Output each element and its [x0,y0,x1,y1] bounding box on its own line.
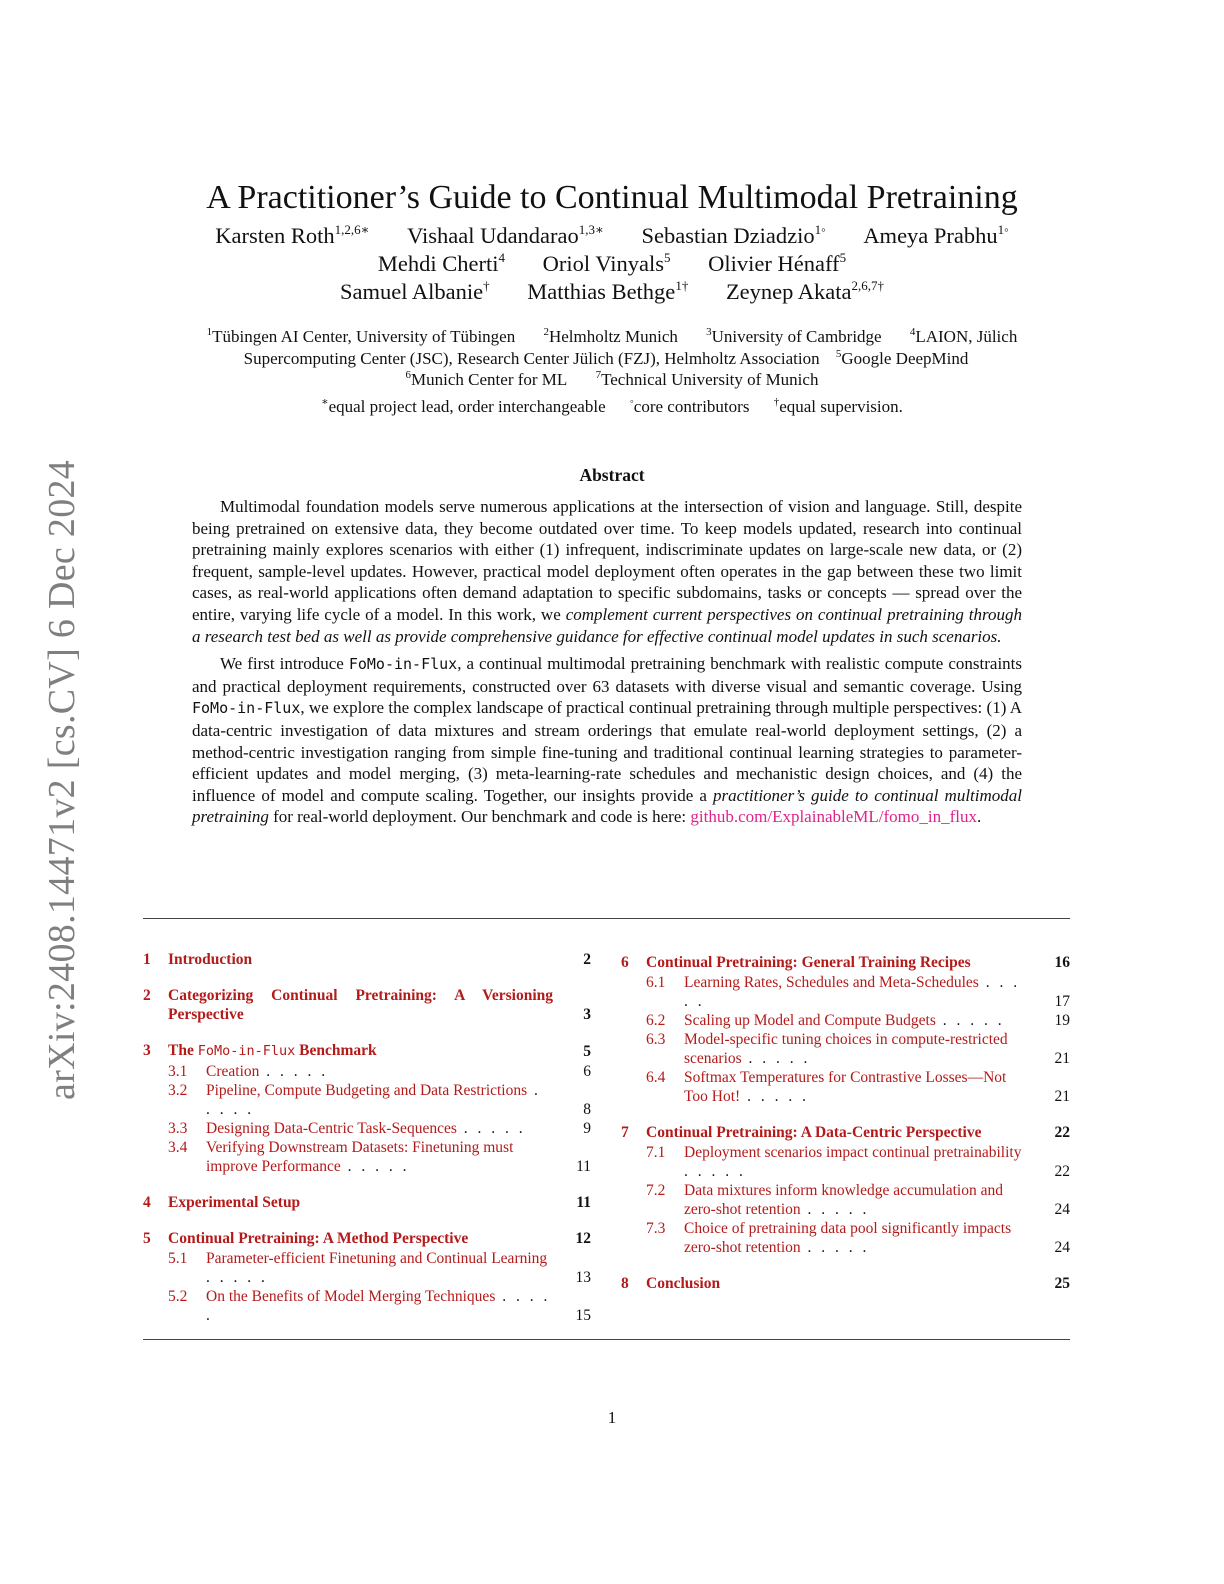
toc-title: Parameter-efficient Finetuning and Continual Learning . . . . . [206,1250,548,1286]
toc-number: 7 [621,1124,629,1141]
toc-page: 11 [576,1194,591,1211]
toc-page: 16 [1054,954,1070,971]
toc-title: Deployment scenarios impact continual pretrainability . . . . . [684,1144,1022,1180]
paper-title: A Practitioner’s Guide to Continual Multimodal Pretraining [206,178,1018,216]
toc-title: Experimental Setup [168,1194,301,1211]
author-notes [0,397,1224,417]
toc-title: Model-specific tuning choices in compute-restricted scenarios . . . . . [684,1031,1008,1067]
toc-subsection[interactable] [621,1068,1070,1106]
note: ◦core contributors [629,396,750,416]
leader-dots: . . . . . [340,1158,410,1175]
author: Ameya Prabhu$^{1◦}$ [863,222,1009,248]
toc-number: 7.2 [646,1182,666,1199]
toc-section[interactable] [621,1123,1070,1142]
leader-dots: . . . . . [741,1050,811,1067]
toc-title: Conclusion [646,1275,721,1292]
toc-page: 15 [575,1307,591,1324]
leader-dots: . . . . . [206,1288,551,1324]
toc-section[interactable] [143,1041,591,1061]
toc-number: 6 [621,954,629,971]
toc-subsection[interactable] [621,1030,1070,1068]
abstract-paragraph-1: Multimodal foundation models serve numerous applications at the intersection of vision and language. Still, despite being pretrained on extensive data, they become outdated over time. To keep models updated, research into continual pretraining mainly explores scenarios with either (1) infrequent, indiscriminate updates on large-scale new data, or (2) frequent, sample-level updates. However, practical model deployment often operates in the gap between these two limit cases, as real-world applications often demand adaptation to specific subdomains, tasks or concepts — spread over the entire, varying life cycle of a model. In this work, we complement current perspectives on continual pretraining through a research test bed as well as provide comprehensive guidance for effective continual model updates in such scenarios. [192,497,1023,646]
toc-page: 2 [583,951,591,968]
author: Sebastian Dziadzio$^{1◦}$ [641,222,826,248]
toc-section[interactable] [143,1193,591,1212]
toc-subsection[interactable] [143,1119,591,1138]
toc-number: 3.1 [168,1063,188,1080]
toc-subsection[interactable] [621,1143,1070,1181]
toc-number: 7.1 [646,1144,666,1161]
toc-subsection[interactable] [143,1081,591,1119]
leader-dots: . . . . . [684,974,1021,1010]
leader-dots: . . . . . [740,1088,809,1105]
toc-subsection[interactable] [143,1062,591,1081]
affiliation: $^1$Tübingen AI Center, University of Tübingen [206,326,516,346]
toc-section[interactable] [621,953,1070,972]
toc-title: Designing Data-Centric Task-Sequences . . . . . [206,1120,526,1137]
arxiv-identifier: arXiv:2408.14471v2 [cs.CV] 6 Dec 2024 [41,459,83,1100]
toc-subsection[interactable] [621,1219,1070,1257]
leader-dots: . . . . . [206,1082,541,1118]
toc-page: 5 [583,1043,591,1060]
toc-page: 24 [1054,1239,1070,1256]
affiliation: $^4$LAION, Jülich [909,326,1018,346]
toc-bottom-rule [143,1339,1070,1340]
toc-number: 8 [621,1275,629,1292]
toc-number: 7.3 [646,1220,666,1237]
author: Mehdi Cherti$^4$ [377,250,506,276]
toc-title: Softmax Temperatures for Contrastive Losses—Not Too Hot! . . . . . [684,1069,1007,1105]
toc-page: 11 [576,1158,591,1175]
affiliation: $^5$Google DeepMind [835,347,969,368]
toc-page: 22 [1054,1124,1070,1141]
affiliation-continued: Supercomputing Center (JSC), Research Center Jülich (FZJ), Helmholtz Association [243,348,820,368]
toc-subsection[interactable] [143,1287,591,1325]
leader-dots: . . . . . [800,1201,870,1218]
toc-number: 5.2 [168,1288,188,1305]
leader-dots: . . . . . [935,1012,1005,1029]
toc-title: Choice of pretraining data pool significantly impacts zero-shot retention . . . . . [684,1220,1012,1256]
page-number: 1 [607,1408,617,1427]
affiliation: $^7$Technical University of Munich [595,369,819,389]
toc-subsection[interactable] [621,1181,1070,1219]
author: Oriol Vinyals$^5$ [542,250,671,276]
toc-number: 6.4 [646,1069,666,1086]
toc-number: 2 [143,987,151,1004]
toc-title: Continual Pretraining: A Method Perspective [168,1230,469,1247]
toc-title: Continual Pretraining: A Data-Centric Perspective [646,1124,982,1141]
author: Matthias Bethge$^{1\dagger}$ [527,278,689,304]
toc-number: 3.3 [168,1120,188,1137]
toc-page: 12 [575,1230,591,1247]
toc-title: Learning Rates, Schedules and Meta-Schedules . . . . . [684,974,1021,1010]
leader-dots: . . . . . [456,1120,526,1137]
author: Vishaal Udandarao$^{1,3∗}$ [407,222,604,248]
affiliation: $^3$University of Cambridge [706,326,882,346]
abstract-body [192,496,1022,834]
toc-page: 3 [583,1006,591,1023]
toc-title: Pipeline, Compute Budgeting and Data Restrictions . . . . . [206,1082,541,1118]
author: Karsten Roth$^{1,2,6∗}$ [215,222,370,248]
leader-dots: . . . . . [684,1163,746,1180]
toc-number: 6.2 [646,1012,666,1029]
toc-title: Introduction [168,951,253,968]
toc-page: 6 [583,1063,591,1080]
toc-number: 3.2 [168,1082,188,1099]
toc-subsection[interactable] [621,1011,1070,1030]
abstract-heading: Abstract [579,465,645,485]
toc-page: 24 [1054,1201,1070,1218]
note: ∗equal project lead, order interchangeable [321,396,606,416]
toc-page: 25 [1054,1275,1070,1292]
toc-number: 6.3 [646,1031,666,1048]
toc-page: 9 [583,1120,591,1137]
toc-title: The FoMo-in-Flux Benchmark [168,1042,377,1059]
toc-page: 22 [1054,1163,1070,1180]
toc-title: Categorizing Continual Pretraining: A Versioning Perspective [168,987,553,1023]
leader-dots: . . . . . [800,1239,870,1256]
affiliation: $^6$Munich Center for ML [405,369,568,389]
author: Samuel Albanie† [339,278,490,304]
toc-number: 4 [143,1194,151,1211]
toc-subsection[interactable] [621,973,1070,1011]
toc-page: 21 [1054,1050,1070,1067]
toc-title: Continual Pretraining: General Training Recipes [646,954,971,971]
toc-page: 19 [1054,1012,1070,1029]
toc-subsection[interactable] [143,1138,591,1176]
toc-title: Verifying Downstream Datasets: Finetuning must improve Performance . . . . . [206,1139,514,1175]
toc-section[interactable] [621,1274,1070,1293]
toc-number: 6.1 [646,974,666,991]
author-list [0,222,1224,306]
toc-subsection[interactable] [143,1249,591,1287]
toc-section[interactable] [143,986,591,1024]
leader-dots: . . . . . [259,1063,329,1080]
toc-number: 5.1 [168,1250,188,1267]
author: Olivier Hénaff$^5$ [708,250,847,276]
toc-number: 3.4 [168,1139,188,1156]
author: Zeynep Akata$^{2,6,7\dagger}$ [725,278,885,304]
affiliation: $^2$Helmholtz Munich [543,326,678,346]
code-link[interactable]: github.com/ExplainableML/fomo_in_flux [690,807,977,827]
toc-page: 17 [1054,993,1070,1010]
toc-page: 13 [575,1269,591,1286]
toc-title: Creation . . . . . [206,1063,329,1080]
toc-title: Scaling up Model and Compute Budgets . . . . . [684,1012,1005,1029]
leader-dots: . . . . . [206,1269,268,1286]
toc-number: 1 [143,951,151,968]
toc-top-rule [143,918,1070,919]
affiliations [140,326,1084,391]
toc-section[interactable] [143,1229,591,1248]
toc-title: On the Benefits of Model Merging Techniques . . . . . [206,1288,551,1324]
toc-number: 3 [143,1042,151,1059]
toc-page: 8 [583,1101,591,1118]
toc-section[interactable] [143,950,591,969]
toc-right-column [621,953,1070,1293]
toc-page: 21 [1054,1088,1070,1105]
abstract-paragraph-2: We first introduce FoMo-in-Flux, a continual multimodal pretraining benchmark with realistic compute constraints and practical deployment requirements, constructed over 63 datasets with diverse visual and semantic coverage. Using FoMo-in-Flux, we explore the complex landscape of practical continual pretraining through multiple perspectives: (1) A data-centric investigation of data mixtures and stream orderings that emulate real-world deployment settings, (2) a method-centric investigation ranging from simple fine-tuning and traditional continual learning strategies to parameter-efficient updates and model merging, (3) meta-learning-rate schedules and mechanistic design choices, and (4) the influence of model and compute scaling. Together, our insights provide a practitioner’s guide to continual multimodal pretraining for real-world deployment. Our benchmark and code is here: github.com/ExplainableML/fomo_in_flux. [192,654,1022,827]
toc-number: 5 [143,1230,151,1247]
note: †equal supervision. [773,396,903,416]
toc-left-column [143,950,591,1325]
toc-title: Data mixtures inform knowledge accumulation and zero-shot retention . . . . . [684,1182,1003,1218]
